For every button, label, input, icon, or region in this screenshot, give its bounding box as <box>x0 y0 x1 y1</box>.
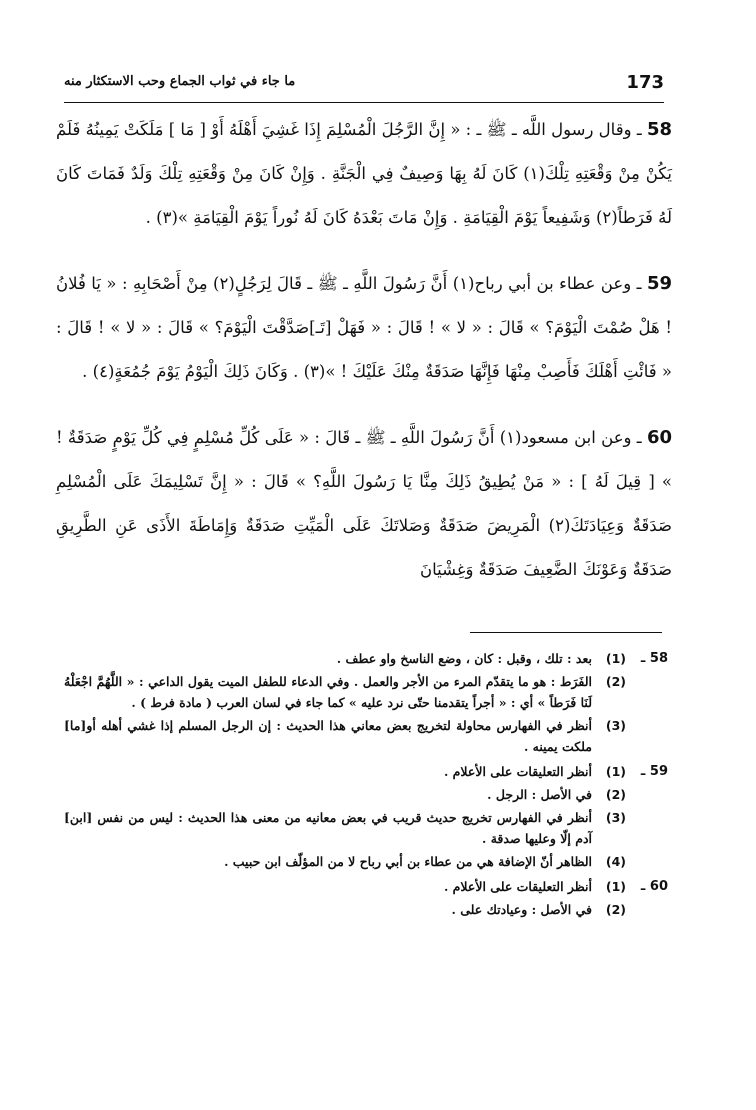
hadith-text: ـ وعن عطاء بن أبي رباح(١) أَنَّ رَسُولَ اللَّهِ ـ ﷺ ـ قَالَ لِرَجُلٍ(٢) مِنْ أَصْحَابِهِ : « يَا فُلانُ ! هَلْ صُمْتَ الْيَوْمَ؟ » قَالَ : « لا » ! قَالَ : « فَهَلْ [تَـ]صَدَّقْتَ الْيَوْمَ؟ » قَالَ : « لا » ! قَالَ : « فَائْتِ أَهْلَكَ فَأَصِبْ مِنْهَا فَإِنَّهَا صَدَقَةٌ مِنْكَ عَلَيْكَ ! »(٣) . وَكَانَ ذَلِكَ الْيَوْمُ يَوْمَ جُمُعَةٍ(٤) . <box>56 274 672 381</box>
footnote-text: بعد : تلك ، وقبل : كان ، وضع الناسخ واو عطف . <box>336 651 592 666</box>
footnote-group-number: 58 ـ <box>640 651 668 666</box>
footnote-text: أنظر التعليقات على الأعلام . <box>443 764 592 779</box>
footnote-text: أنظر التعليقات على الأعلام . <box>443 879 592 894</box>
footnote-mark: (4) <box>605 854 626 869</box>
hadith-58 <box>56 108 672 240</box>
footnote <box>64 671 626 713</box>
hadith-text: ـ وعن ابن مسعود(١) أَنَّ رَسُولَ اللَّهِ ـ ﷺ ـ قَالَ : « عَلَى كُلِّ مُسْلِمٍ فِي كُلِّ يَوْمٍ صَدَقَةٌ ! » [ قِيلَ لَهُ ] : « مَنْ يُطِيقُ ذَلِكَ مِنَّا يَا رَسُولَ اللَّهِ؟ » قَالَ : « إِنَّ تَسْلِيمَكَ عَلَى الْمُسْلِمِ صَدَقَةٌ وَعِيَادَتَكَ(٢) الْمَرِيضَ صَدَقَةٌ وَصَلاتَكَ عَلَى الْمَيِّتِ صَدَقَةٌ وَإِمَاطَةَ الأَذَى عَنِ الطَّرِيقِ صَدَقَةٌ وَعَوْنَكَ الضَّعِيفَ صَدَقَةٌ وَغِشْيَانَ <box>56 428 672 579</box>
footnote-group-number: 60 ـ <box>640 879 668 894</box>
footnotes <box>64 648 668 924</box>
hadith-59 <box>56 262 672 394</box>
hadith-60 <box>56 416 672 592</box>
hadith-number: 60 <box>646 427 672 448</box>
footnote-group-number: 59 ـ <box>640 764 668 779</box>
footnote-group-58 <box>64 648 668 759</box>
footnote-text: الظاهر أنّ الإضافة هي من عطاء بن أبي رباح لا من المؤلّف ابن حبيب . <box>224 854 592 869</box>
footnote <box>64 648 626 669</box>
footnote <box>64 761 626 782</box>
footnote-mark: (1) <box>605 764 626 779</box>
footnote-mark: (1) <box>605 879 626 894</box>
footnote-mark: (3) <box>605 810 626 825</box>
footnote-group-60 <box>64 876 668 922</box>
footnote-text: أنظر في الفهارس محاولة لتخريج بعض معاني هذا الحديث : إن الرجل المسلم إذا غشي أهله أو[ما] ملكت يمينه . <box>64 718 592 754</box>
footnote <box>64 784 626 805</box>
footnote-mark: (2) <box>605 674 626 689</box>
footnote-mark: (2) <box>605 902 626 917</box>
hadith-number: 59 <box>646 273 673 294</box>
running-title: ما جاء في ثواب الجماع وحب الاستكثار منه <box>64 74 296 89</box>
footnote-divider <box>470 632 662 633</box>
footnote-text: في الأصل : وعيادتك على . <box>451 902 592 917</box>
footnote-text: في الأصل : الرجل . <box>487 787 592 802</box>
footnote-text: الفَرَط : هو ما يتقدّم المرء من الأجر والعمل . وفي الدعاء للطفل الميت يقول الداعي : « اللَّهُمَّ اجْعَلْهُ لَنَا فَرَطاً » أي : « أجراً يتقدمنا حتّى نرد عليه » كما جاء في لسان العرب ( مادة فرط ) . <box>64 674 592 710</box>
footnote <box>64 899 626 920</box>
footnote-mark: (2) <box>605 787 626 802</box>
footnote <box>64 807 626 849</box>
page-number: 173 <box>626 72 664 93</box>
page-header <box>64 70 664 103</box>
footnote <box>64 876 626 897</box>
footnote <box>64 851 626 872</box>
hadith-text: ـ وقال رسول اللَّه ـ ﷺ ـ : « إِنَّ الرَّجُلَ الْمُسْلِمَ إِذَا غَشِيَ أَهْلَهُ أَوْ [ مَا ] مَلَكَتْ يَمِينُهُ فَلَمْ يَكُنْ مِنْ وَقْعَتِهِ تِلْكَ(١) كَانَ لَهُ بِهَا وَصِيفٌ فِي الْجَنَّةِ . وَإِنْ كَانَ مِنْ وَقْعَتِهِ تِلْكَ وَلَدٌ فَمَاتَ كَانَ لَهُ فَرَطاً(٢) وَشَفِيعاً يَوْمَ الْقِيَامَةِ . وَإِنْ مَاتَ بَعْدَهُ كَانَ لَهُ نُوراً يَوْمَ الْقِيَامَةِ »(٣) . <box>56 120 673 227</box>
footnote-text: أنظر في الفهارس تخريج حديث قريب في بعض معانيه من معنى هذا الحديث : ليس من نفس [ابن] آدم إلّا وعليها صدقة . <box>64 810 592 846</box>
footnote-mark: (1) <box>605 651 626 666</box>
footnote-mark: (3) <box>605 718 626 733</box>
footnote-group-59 <box>64 761 668 874</box>
footnote <box>64 715 626 757</box>
main-text <box>56 108 672 614</box>
hadith-number: 58 <box>646 119 673 140</box>
